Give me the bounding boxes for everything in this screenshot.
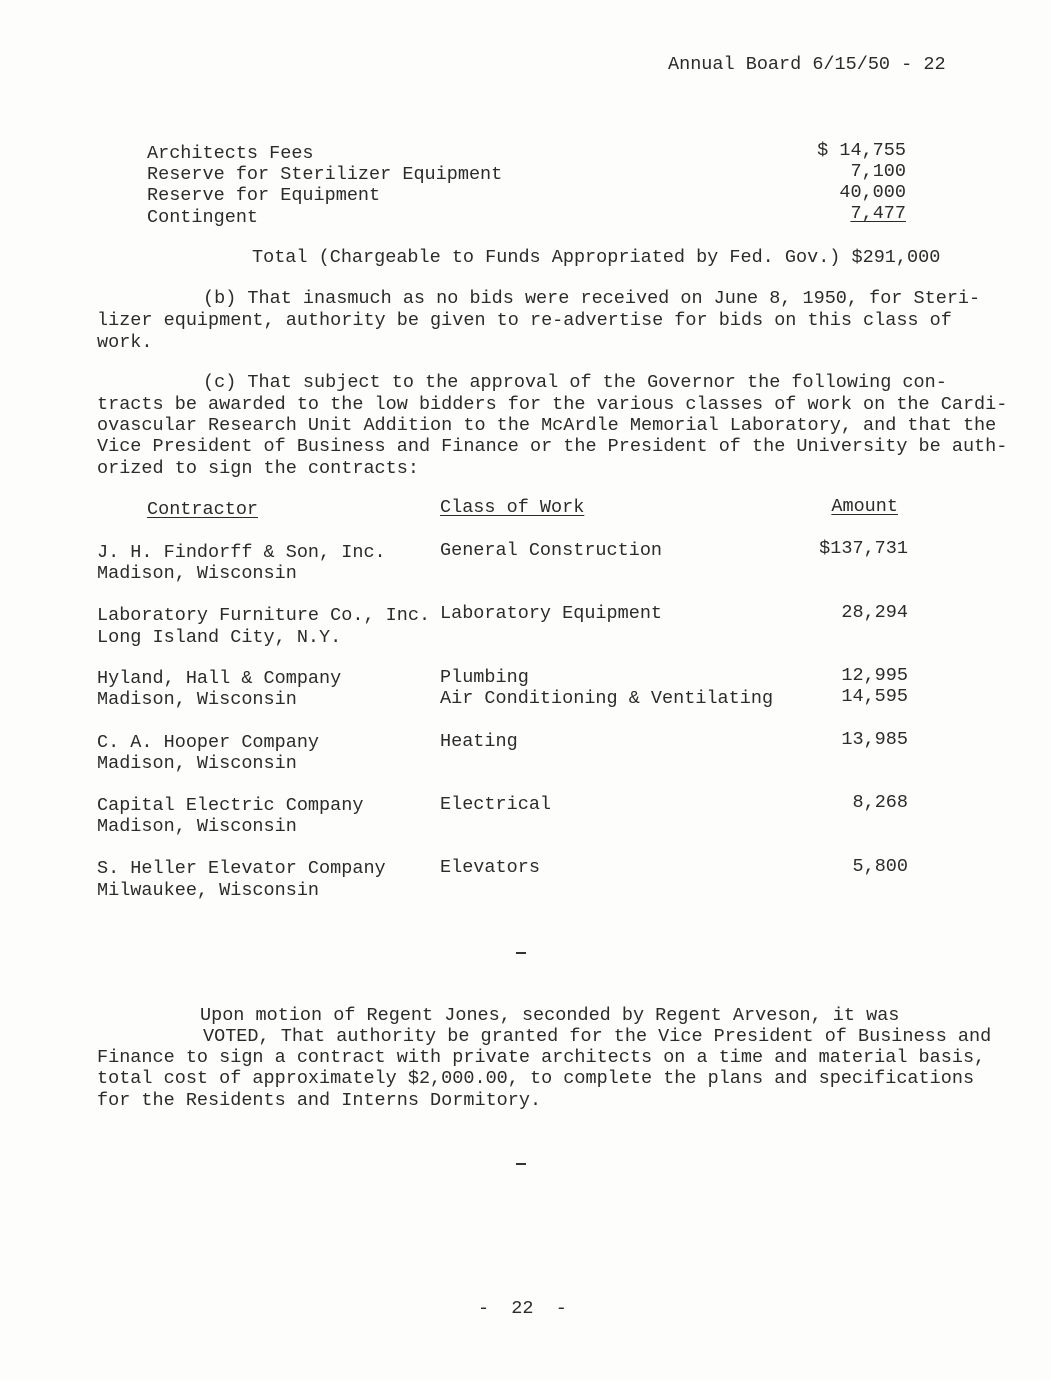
column-header-class: Class of Work xyxy=(440,497,585,518)
paragraph-line: orized to sign the contracts: xyxy=(97,458,419,479)
contract-amount: 12,995 xyxy=(841,665,908,686)
contract-amount: 13,985 xyxy=(841,729,908,750)
contract-amount: 8,268 xyxy=(852,792,908,813)
budget-item-label: Reserve for Sterilizer Equipment xyxy=(147,164,503,185)
paragraph-line: ovascular Research Unit Addition to the McArdle Memorial Laboratory, and that the xyxy=(97,415,997,436)
class-of-work: Elevators xyxy=(440,857,540,878)
contract-amount: 14,595 xyxy=(841,686,908,707)
budget-item-amount: 40,000 xyxy=(839,182,906,203)
contractor-name: Hyland, Hall & Company xyxy=(97,668,342,689)
contractor-location: Madison, Wisconsin xyxy=(97,689,297,710)
budget-total: Total (Chargeable to Funds Appropriated by Fed. Gov.) $291,000 xyxy=(252,247,941,268)
contractor-name: Capital Electric Company xyxy=(97,795,364,816)
contract-amount: $137,731 xyxy=(819,538,908,559)
section-separator xyxy=(516,952,526,954)
paragraph-line: work. xyxy=(97,332,153,353)
paragraph-line: (b) That inasmuch as no bids were received on June 8, 1950, for Steri- xyxy=(203,288,981,309)
column-header-contractor: Contractor xyxy=(147,499,259,520)
budget-item-label: Reserve for Equipment xyxy=(147,185,381,206)
budget-item-amount: 7,477 xyxy=(850,203,906,224)
paragraph-line: VOTED, That authority be granted for the Vice President of Business and xyxy=(203,1026,992,1047)
section-separator xyxy=(516,1163,526,1165)
class-of-work: General Construction xyxy=(440,540,663,561)
page-number: - 22 - xyxy=(478,1298,567,1319)
contractor-location: Madison, Wisconsin xyxy=(97,563,297,584)
budget-item-amount: 7,100 xyxy=(850,161,906,182)
paragraph-line: for the Residents and Interns Dormitory. xyxy=(97,1090,542,1111)
paragraph-line: Upon motion of Regent Jones, seconded by Regent Arveson, it was xyxy=(200,1005,900,1026)
paragraph-line: tracts be awarded to the low bidders for the various classes of work on the Cardi- xyxy=(97,394,1008,415)
budget-item-amount: $ 14,755 xyxy=(817,140,906,161)
column-header-amount: Amount xyxy=(831,496,898,517)
class-of-work: Electrical xyxy=(440,794,552,815)
contract-amount: 5,800 xyxy=(852,856,908,877)
contractor-name: C. A. Hooper Company xyxy=(97,732,320,753)
paragraph-line: Finance to sign a contract with private architects on a time and material basis, xyxy=(97,1047,986,1068)
contractor-name: Laboratory Furniture Co., Inc. xyxy=(97,605,431,626)
budget-item-label: Contingent xyxy=(147,207,259,228)
budget-item-label: Architects Fees xyxy=(147,143,314,164)
class-of-work: Plumbing xyxy=(440,667,529,688)
class-of-work: Laboratory Equipment xyxy=(440,603,663,624)
contractor-name: J. H. Findorff & Son, Inc. xyxy=(97,542,386,563)
contractor-location: Madison, Wisconsin xyxy=(97,816,297,837)
paragraph-line: total cost of approximately $2,000.00, to complete the plans and specifications xyxy=(97,1068,975,1089)
paragraph-line: lizer equipment, authority be given to re-advertise for bids on this class of xyxy=(97,310,952,331)
contractor-location: Long Island City, N.Y. xyxy=(97,627,342,648)
contract-amount: 28,294 xyxy=(841,602,908,623)
contractor-location: Milwaukee, Wisconsin xyxy=(97,880,320,901)
class-of-work: Air Conditioning & Ventilating xyxy=(440,688,774,709)
paragraph-line: Vice President of Business and Finance or the President of the University be auth- xyxy=(97,436,1008,457)
page-header: Annual Board 6/15/50 - 22 xyxy=(668,54,946,75)
class-of-work: Heating xyxy=(440,731,518,752)
contractor-name: S. Heller Elevator Company xyxy=(97,858,386,879)
contractor-location: Madison, Wisconsin xyxy=(97,753,297,774)
paragraph-line: (c) That subject to the approval of the Governor the following con- xyxy=(203,372,947,393)
